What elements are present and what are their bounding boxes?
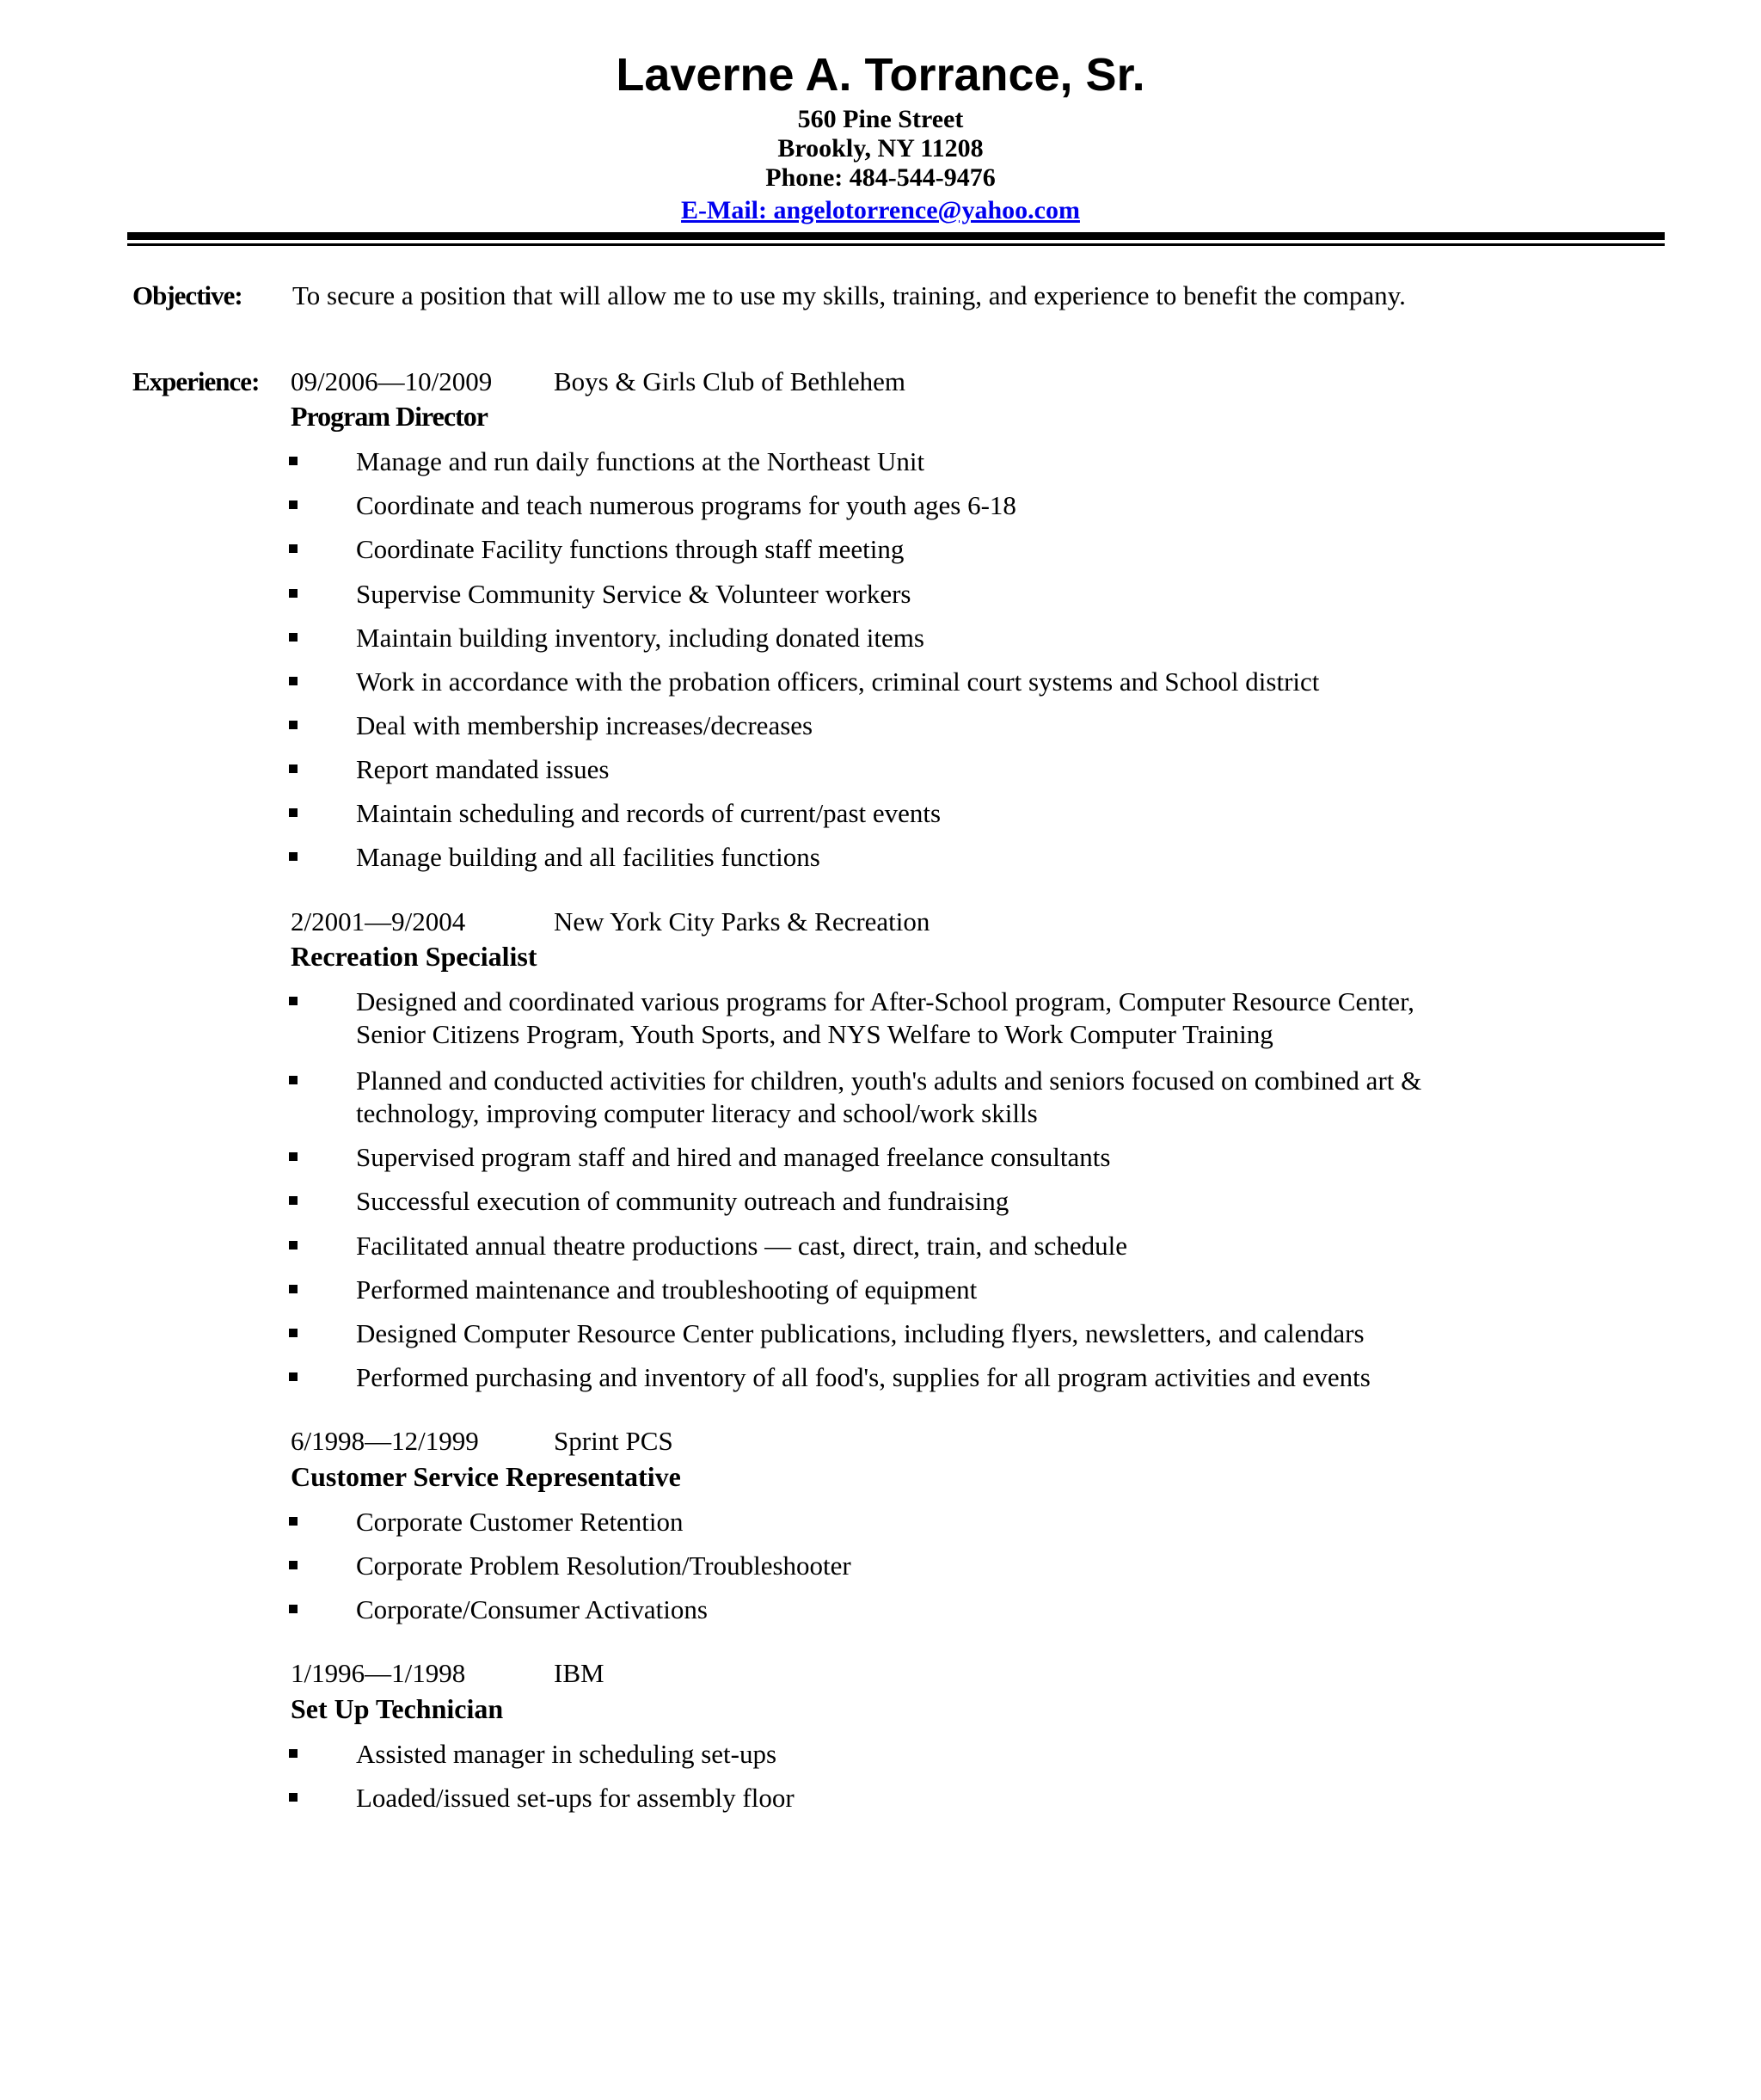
job-title: Recreation Specialist bbox=[291, 941, 537, 972]
email-link[interactable]: E-Mail: angelotorrence@yahoo.com bbox=[681, 196, 1080, 224]
job-header bbox=[291, 905, 930, 939]
bullet-icon bbox=[289, 997, 298, 1005]
job-header bbox=[291, 1424, 673, 1458]
bullet-icon bbox=[289, 589, 298, 598]
header-divider-thin bbox=[127, 243, 1665, 246]
header-divider-thick bbox=[127, 232, 1665, 240]
bullet-icon bbox=[289, 457, 298, 465]
resume-page: Laverne A. Torrance, Sr. 560 Pine Street Brookly, NY 11208 Phone: 484-544-9476 E-Mail: angelotorrence@yahoo.com Objective: To secure a position that will allow me to use my skills, training, and experience to benefit the company. Experience: 09/2006—10/2009 Boys & Girls Club of Bethlehem Program Director Manage and run daily functions at the Northeast Unit Coordinate and teach numerous programs for youth ages 6-18 Coordinate Facility functions through staff meeting Supervise Community Service & Volunteer workers Maintain building inventory, including donated items Work in accordance with the probation officers, criminal court systems and School district Deal with membership increases/decreases Report mandated issues Maintain scheduling and records of current/past events Manage building and all facilities functions 2/2001—9/2004 New York City Parks & Recreation Recreation Specialist Designed and coordinated various programs for After-School program, Computer Resource Center, Senior Citizens Program, Youth Sports, and NYS Welfare to Work Computer Training Planned and conducted activities for children, youth's adults and seniors focused on combined art & technology, improving computer literacy and school/work skills Supervised program staff and hired and managed freelance consultants Successful execution of community outreach and fundraising Facilitated annual theatre productions — cast, direct, train, and schedule Performed maintenance and troubleshooting of equipment Designed Computer Resource Center publications, including flyers, newsletters, and calendars Performed purchasing and inventory of all food's, supplies for all program activities and events 6/1998—12/1999 Sprint PCS Customer Service Representative Corporate Customer Retention Corporate Problem Resolution/Troubleshooter Corporate/Consumer Activations 1/1996—1/1998 IBM Set Up Technician Assisted manager in scheduling set-ups Loaded/issued set-ups for assembly floor bbox=[0, 0, 1761, 2100]
job-employer: Sprint PCS bbox=[554, 1426, 673, 1456]
applicant-name: Laverne A. Torrance, Sr. bbox=[616, 49, 1145, 101]
bullet-icon bbox=[289, 1152, 298, 1161]
bullet-icon bbox=[289, 1241, 298, 1250]
bullet-icon bbox=[289, 1196, 298, 1205]
job-dates: 6/1998—12/1999 bbox=[291, 1426, 479, 1456]
bullet-icon bbox=[289, 1605, 298, 1613]
bullet-icon bbox=[289, 1749, 298, 1758]
bullet-icon bbox=[289, 1793, 298, 1802]
job-title: Customer Service Representative bbox=[291, 1461, 681, 1492]
job-title: Set Up Technician bbox=[291, 1693, 504, 1724]
bullet-icon bbox=[289, 633, 298, 642]
bullet-icon bbox=[289, 721, 298, 729]
bullet-icon bbox=[289, 1517, 298, 1526]
job-employer: Boys & Girls Club of Bethlehem bbox=[554, 366, 906, 396]
job-header bbox=[291, 1656, 604, 1691]
job-employer: New York City Parks & Recreation bbox=[554, 906, 930, 936]
phone-number: Phone: 484-544-9476 bbox=[765, 163, 996, 192]
job-header bbox=[291, 365, 905, 399]
experience-label: Experience: bbox=[132, 366, 260, 396]
bullet-icon bbox=[289, 1329, 298, 1337]
bullet-icon bbox=[289, 500, 298, 509]
job-employer: IBM bbox=[554, 1658, 604, 1688]
bullet-icon bbox=[289, 1372, 298, 1381]
street-address: 560 Pine Street bbox=[797, 105, 964, 133]
city-state-zip: Brookly, NY 11208 bbox=[777, 134, 984, 163]
bullet-icon bbox=[289, 852, 298, 861]
bullet-icon bbox=[289, 1076, 298, 1084]
objective-label: Objective: bbox=[132, 280, 242, 310]
job-dates: 2/2001—9/2004 bbox=[291, 906, 466, 936]
job-title: Program Director bbox=[291, 401, 488, 432]
objective-text: To secure a position that will allow me to use my skills, training, and experience to benefit the company. bbox=[292, 280, 1406, 310]
bullet-icon bbox=[289, 544, 298, 553]
bullet-icon bbox=[289, 1285, 298, 1293]
bullet-icon bbox=[289, 677, 298, 685]
bullet-icon bbox=[289, 764, 298, 773]
bullet-icon bbox=[289, 808, 298, 817]
job-dates: 1/1996—1/1998 bbox=[291, 1658, 466, 1688]
job-dates: 09/2006—10/2009 bbox=[291, 366, 493, 396]
bullet-icon bbox=[289, 1561, 298, 1569]
